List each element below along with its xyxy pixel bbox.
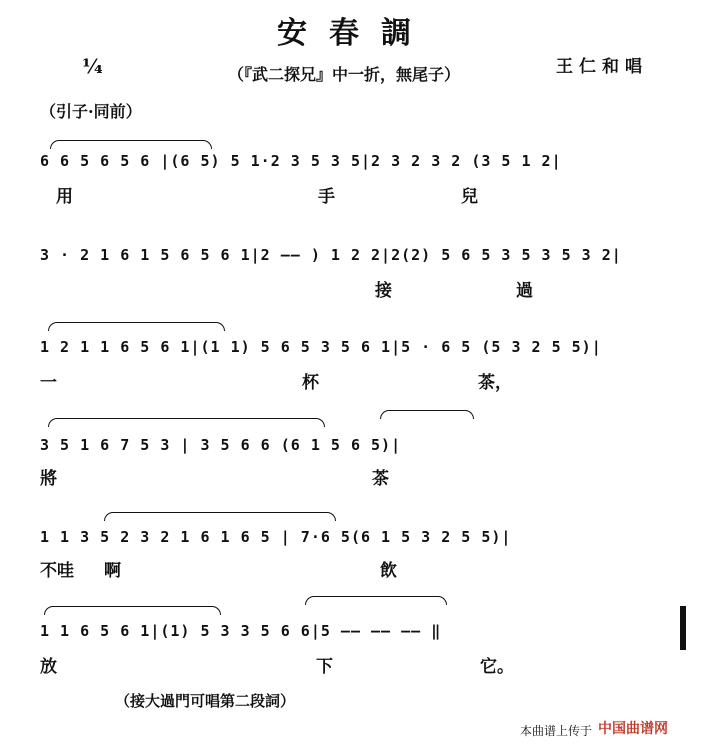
lyric: 杯 <box>302 373 319 393</box>
notation-row-6: 1 1 6 5 6 1|(1) 5 3 3 5 6 6|5 —— —— —— ‖ <box>40 622 442 640</box>
upload-caption: 本曲谱上传于 <box>520 724 593 738</box>
intro-note: （引子·同前） <box>40 102 142 121</box>
lyric: 茶， <box>478 373 512 393</box>
lyric: 用 <box>56 187 73 207</box>
lyric: 兒 <box>461 187 478 207</box>
slur <box>50 140 212 149</box>
notation-row-4: 3 5 1 6 7 5 3 | 3 5 6 6 (6 1 5 6 5)| <box>40 436 402 454</box>
slur <box>44 606 221 615</box>
lyric: 將 <box>40 469 57 489</box>
site-logo: 中国曲谱网 <box>598 721 668 737</box>
notation-row-3: 1 2 1 1 6 5 6 1|(1 1) 5 6 5 3 5 6 1|5 · 6 5 (5 3 2 5 5)| <box>40 338 602 356</box>
lyric: 不哇 <box>40 561 74 581</box>
lyric: 一 <box>40 373 57 393</box>
lyric: 飲 <box>380 561 397 581</box>
lyric: 接 <box>375 281 392 301</box>
time-signature: ¼ <box>82 54 103 78</box>
final-barline <box>680 606 686 650</box>
lyric: 茶 <box>372 469 389 489</box>
slur <box>48 322 225 331</box>
footnote: （接大過門可唱第二段詞） <box>115 692 296 710</box>
lyric: 啊 <box>104 561 121 581</box>
slur <box>380 410 474 419</box>
notation-row-5: 1 1 3 5 2 3 2 1 6 1 6 5 | 7·6 5(6 1 5 3 2 5 5)| <box>40 528 512 546</box>
subtitle: （『武二探兄』中一折，無尾子） <box>228 65 461 84</box>
slur <box>305 596 447 605</box>
notation-row-1: 6 6 5 6 5 6 |(6 5) 5 1·2 3 5 3 5|2 3 2 3 2 (3 5 1 2| <box>40 152 562 170</box>
performer-credit: 王仁和唱 <box>556 57 648 77</box>
lyric: 過 <box>516 281 533 301</box>
slur <box>104 512 336 521</box>
lyric: 放 <box>40 657 57 677</box>
page-title: 安春調 <box>277 16 433 51</box>
lyric: 手 <box>318 187 335 207</box>
lyric: 下 <box>316 657 333 677</box>
notation-row-2: 3 · 2 1 6 1 5 6 5 6 1|2 —— ) 1 2 2|2(2) 5 6 5 3 5 3 5 3 2| <box>40 246 622 264</box>
lyric: 它。 <box>480 657 514 677</box>
slur <box>48 418 325 427</box>
